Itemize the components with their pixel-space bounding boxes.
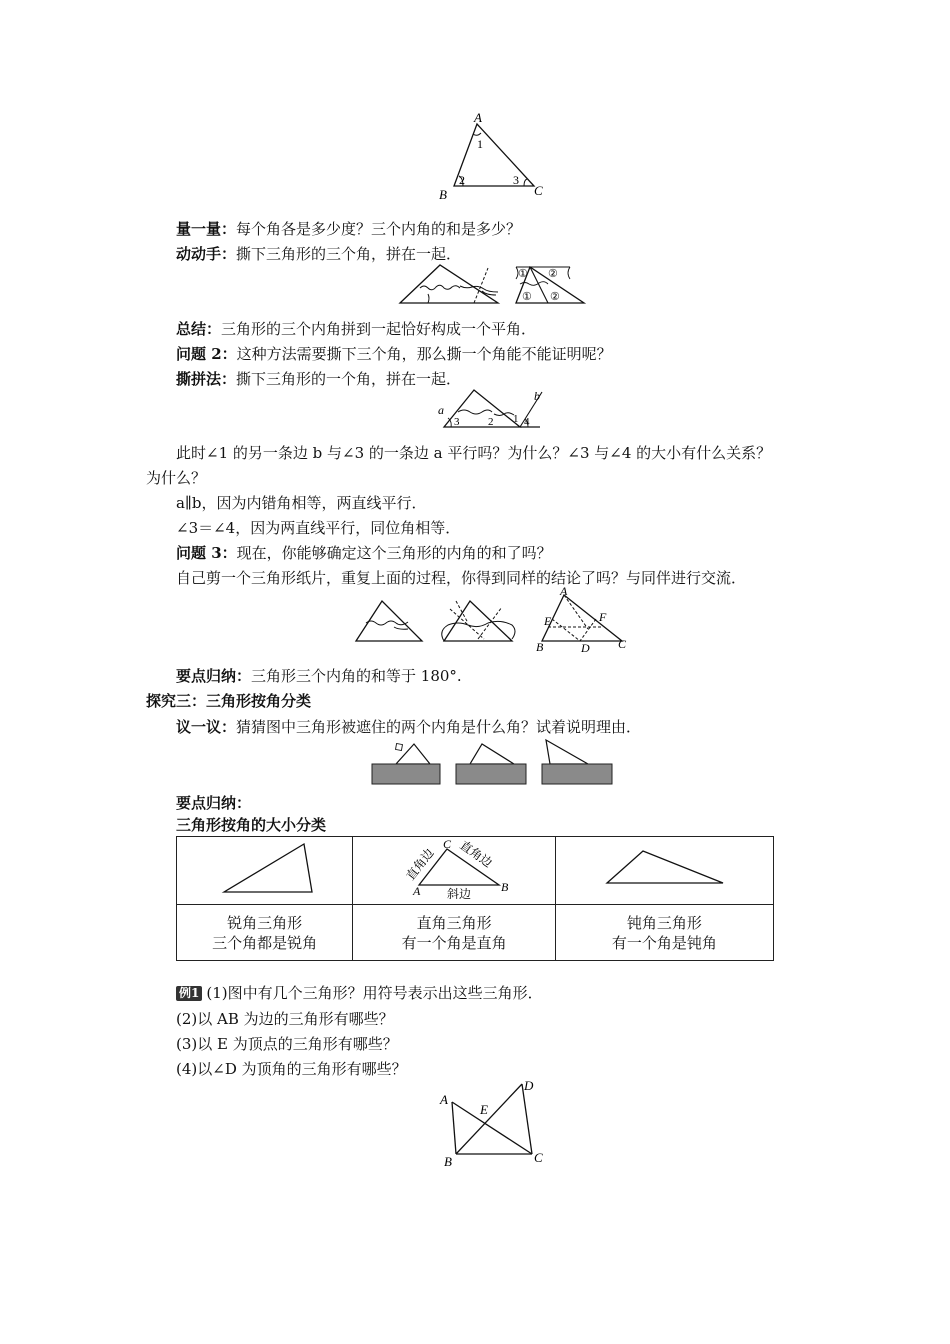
label-B: B bbox=[439, 187, 447, 202]
example-label-D: D bbox=[524, 1078, 534, 1093]
right-label-C: C bbox=[443, 837, 452, 851]
right-desc: 有一个角是直角 bbox=[401, 933, 507, 952]
right-text-cell bbox=[353, 905, 555, 961]
label-A: A bbox=[474, 110, 482, 125]
obtuse-desc: 有一个角是钝角 bbox=[611, 933, 717, 952]
measure-text: 每个角各是多少度？三个内角的和是多少？ bbox=[236, 220, 522, 238]
question3-paragraph bbox=[176, 543, 552, 563]
key-point-text: 三角形三个内角的和等于 180°. bbox=[251, 667, 462, 685]
paper-label-C: C bbox=[618, 637, 627, 651]
tear-three-angles-figure bbox=[398, 262, 588, 308]
question2-text: 这种方法需要撕下三个角，那么撕一个角能不能证明呢？ bbox=[236, 345, 612, 363]
tear-method-paragraph bbox=[176, 369, 461, 389]
example1-q1 bbox=[176, 983, 543, 1003]
triangle-abc-figure bbox=[430, 110, 550, 202]
paper-triangles-figure bbox=[352, 583, 642, 655]
right-label-A: A bbox=[413, 884, 421, 898]
angle-2-label: 2 bbox=[459, 173, 465, 187]
discuss-paragraph bbox=[176, 717, 641, 737]
paper-label-E: E bbox=[544, 614, 552, 628]
acute-text-cell bbox=[177, 905, 353, 961]
right-figure-cell bbox=[353, 837, 555, 905]
angle4-label: 4 bbox=[524, 416, 530, 428]
example1-q4: (4)以∠D 为顶角的三角形有哪些？ bbox=[176, 1060, 407, 1078]
line-b-label: b bbox=[534, 389, 540, 403]
discuss-text: 猜猜图中三角形被遮住的两个内角是什么角？试着说明理由． bbox=[236, 718, 642, 736]
paper-label-D: D bbox=[581, 641, 590, 655]
line-a-label: a bbox=[438, 403, 444, 417]
example-label-E: E bbox=[480, 1102, 488, 1117]
hidden-triangles-figure bbox=[370, 736, 614, 786]
example-figure bbox=[436, 1074, 556, 1170]
question3-text: 现在，你能够确定这个三角形的内角的和了吗？ bbox=[236, 544, 552, 562]
paper-label-A: A bbox=[560, 584, 568, 598]
measure-label: 量一量： bbox=[176, 220, 237, 238]
example-label-C: C bbox=[534, 1150, 543, 1165]
label-C: C bbox=[534, 183, 543, 198]
parallel-question-line1: 此时∠1 的另一条边 b 与∠3 的一条边 a 平行吗？为什么？∠3 与∠4 的大小有什么关系？ bbox=[176, 444, 772, 462]
obtuse-triangle-figure bbox=[599, 843, 729, 893]
circle-1-bottom: ① bbox=[522, 291, 532, 303]
key-point-label: 要点归纳： bbox=[176, 667, 252, 685]
tear-method-text: 撕下三角形的一个角，拼在一起． bbox=[236, 370, 462, 388]
example1-q3: (3)以 E 为顶点的三角形有哪些？ bbox=[176, 1035, 398, 1053]
parallel-answer: a∥b，因为内错角相等，两直线平行． bbox=[176, 494, 427, 512]
parallel-question-line2: 为什么？ bbox=[146, 469, 207, 487]
angle-3-label: 3 bbox=[513, 173, 519, 187]
paper-label-B: B bbox=[536, 640, 544, 654]
right-label-B: B bbox=[501, 880, 509, 894]
obtuse-text-cell bbox=[555, 905, 773, 961]
obtuse-name: 钝角三角形 bbox=[626, 913, 702, 932]
triangle-classification-table bbox=[176, 836, 774, 961]
angle3-label: 3 bbox=[454, 416, 460, 428]
tear-method-label: 撕拼法： bbox=[176, 370, 237, 388]
example-badge: 例1 bbox=[176, 986, 202, 1001]
circle-2-top: ② bbox=[548, 268, 558, 280]
handson-label: 动动手： bbox=[176, 245, 237, 263]
paper-label-F: F bbox=[599, 610, 607, 624]
obtuse-figure-cell bbox=[555, 837, 773, 905]
summary-label: 总结： bbox=[176, 320, 222, 338]
angle2-label: 2 bbox=[488, 416, 494, 428]
right-name: 直角三角形 bbox=[416, 913, 492, 932]
example-label-A: A bbox=[440, 1092, 448, 1107]
angle-1-label: 1 bbox=[477, 137, 483, 151]
key-point2-heading: 要点归纳： bbox=[176, 794, 252, 812]
summary-paragraph bbox=[176, 319, 536, 339]
tear-one-angle-figure bbox=[434, 386, 554, 432]
right-triangle-figure bbox=[379, 837, 529, 899]
measure-paragraph bbox=[176, 219, 521, 239]
hypotenuse-label: 斜边 bbox=[447, 887, 472, 899]
example-label-B: B bbox=[444, 1154, 452, 1169]
angle-equal-answer: ∠3＝∠4，因为两直线平行，同位角相等． bbox=[176, 519, 461, 537]
discuss-label: 议一议： bbox=[176, 718, 237, 736]
cut-paper-paragraph: 自己剪一个三角形纸片，重复上面的过程，你得到同样的结论了吗？与同伴进行交流． bbox=[176, 569, 747, 587]
angle1-label: 1 bbox=[513, 413, 519, 425]
acute-triangle-figure bbox=[210, 838, 320, 898]
explore3-heading: 探究三：三角形按角分类 bbox=[146, 692, 312, 710]
leg1-label: 直角边 bbox=[403, 845, 437, 883]
key-point-paragraph bbox=[176, 666, 462, 686]
leg2-label: 直角边 bbox=[457, 837, 495, 871]
question3-label: 问题 3： bbox=[176, 544, 237, 562]
acute-desc: 三个角都是锐角 bbox=[212, 933, 318, 952]
question2-paragraph bbox=[176, 344, 612, 364]
summary-text: 三角形的三个内角拼到一起恰好构成一个平角． bbox=[221, 320, 537, 338]
example1-q2: (2)以 AB 为边的三角形有哪些？ bbox=[176, 1010, 394, 1028]
handson-text: 撕下三角形的三个角，拼在一起． bbox=[236, 245, 462, 263]
example1-q1-text: (1)图中有几个三角形？用符号表示出这些三角形． bbox=[206, 984, 543, 1002]
circle-1-top: ① bbox=[518, 268, 528, 280]
question2-label: 问题 2： bbox=[176, 345, 237, 363]
acute-figure-cell bbox=[177, 837, 353, 905]
classification-heading: 三角形按角的大小分类 bbox=[176, 816, 327, 834]
circle-2-bottom: ② bbox=[550, 291, 560, 303]
acute-name: 锐角三角形 bbox=[227, 913, 303, 932]
handson-paragraph bbox=[176, 244, 461, 264]
